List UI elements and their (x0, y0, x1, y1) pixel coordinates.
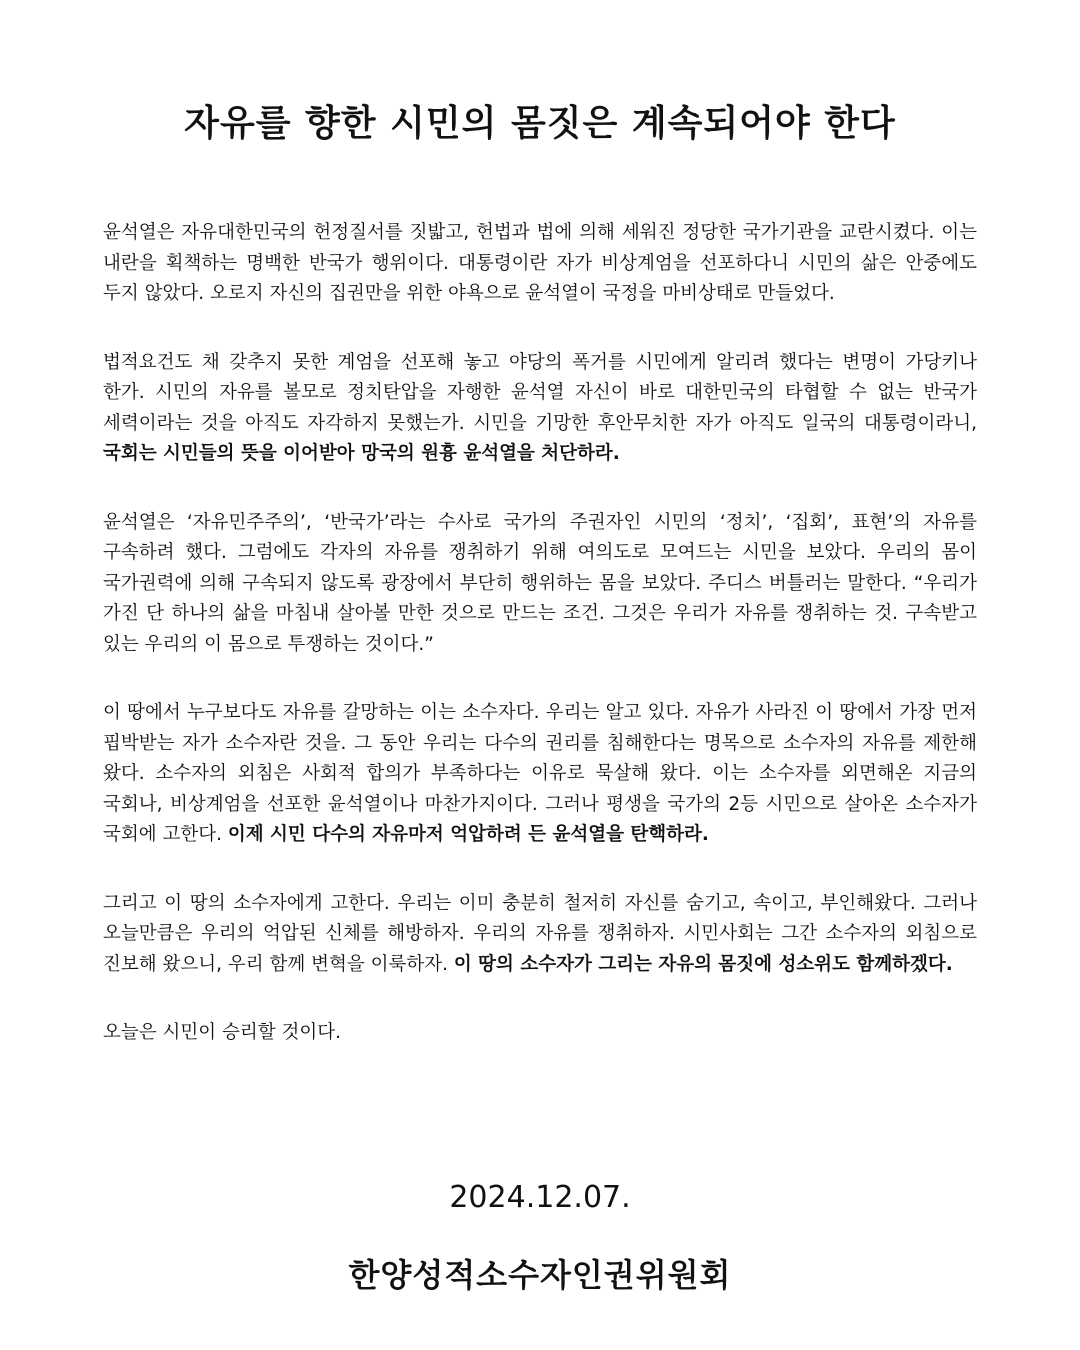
paragraph-emphasis: 이제 시민 다수의 자유마저 억압하려 든 윤석열을 탄핵하라. (227, 824, 709, 845)
paragraph-5 (103, 889, 977, 981)
paragraph-text: 그리고 이 땅의 소수자에게 고한다. 우리는 이미 충분히 철저히 자신를 숨기고, 속이고, 부인해왔다. 그러나 오늘만큼은 우리의 억압된 신체를 해방하자. 우리의 자유를 쟁취하자. 시민사회는 그간 소수자의 외침으로 진보해 왔으니, 우리 함께 변혁을 이룩하자. (103, 892, 977, 975)
paragraph-text: 윤석열은 자유대한민국의 헌정질서를 짓밟고, 헌법과 법에 의해 세워진 정당한 국가기관을 교란시켰다. 이는 내란을 획책하는 명백한 반국가 행위이다. 대통령이란 자가 비상계엄을 선포하다니 시민의 삶은 안중에도 두지 않았다. 오로지 자신의 집권만을 위한 야욕으로 윤석열이 국정을 마비상태로 만들었다. (103, 222, 977, 304)
paragraph-4 (103, 698, 977, 851)
paragraph-text: 윤석열은 ‘자유민주주의’, ‘반국가’라는 수사로 국가의 주권자인 시민의 ‘정치’, ‘집회’, 표현’의 자유를 구속하려 했다. 그럼에도 각자의 자유를 쟁취하기 위해 여의도로 모여드는 시민을 보았다. 우리의 몸이 국가권력에 의해 구속되지 않도록 광장에서 부단히 행위하는 몸을 보았다. 주디스 버틀러는 말한다. “우리가 가진 단 하나의 삶을 마침내 살아볼 만한 것으로 만드는 조건. 그것은 우리가 자유를 쟁취하는 것. 구속받고 있는 우리의 이 몸으로 투쟁하는 것이다.” (103, 511, 977, 655)
statement-body (103, 218, 977, 1049)
paragraph-text: 오늘은 시민이 승리할 것이다. (103, 1022, 341, 1043)
statement-title: 자유를 향한 시민의 몸짓은 계속되어야 한다 (184, 103, 896, 144)
paragraph-text: 이 땅에서 누구보다도 자유를 갈망하는 이는 소수자다. 우리는 알고 있다. 자유가 사라진 이 땅에서 가장 먼저 핍박받는 자가 소수자란 것을. 그 동안 우리는 다수의 권리를 침해한다는 명목으로 소수자의 자유를 제한해 왔다. 소수자의 외침은 사회적 합의가 부족하다는 이유로 묵살해 왔다. 이는 소수자를 외면해온 지금의 국회나, 비상계엄을 선포한 윤석열이나 마찬가지이다. 그러나 평생을 국가의 2등 시민으로 살아온 소수자가 국회에 고한다. (103, 702, 977, 845)
paragraph-2 (103, 348, 977, 470)
paragraph-emphasis: 국회는 시민들의 뜻을 이어받아 망국의 원흉 윤석열을 처단하라. (103, 443, 620, 464)
paragraph-3 (103, 508, 977, 661)
paragraph-text: 법적요건도 채 갖추지 못한 계엄을 선포해 놓고 야당의 폭거를 시민에게 알리려 했다는 변명이 가당키나 한가. 시민의 자유를 볼모로 정치탄압을 자행한 윤석열 자신이 바로 대한민국의 타협할 수 없는 반국가 세력이라는 것을 아직도 자각하지 못했는가. 시민을 기망한 후안무치한 자가 아직도 일국의 대통령이라니, (103, 351, 977, 434)
paragraph-6 (103, 1018, 977, 1049)
organization-name: 한양성적소수자인권위원회 (348, 1256, 732, 1294)
statement-date: 2024.12.07. (449, 1180, 631, 1215)
paragraph-emphasis: 이 땅의 소수자가 그리는 자유의 몸짓에 성소위도 함께하겠다. (453, 953, 953, 975)
paragraph-1 (103, 218, 977, 310)
